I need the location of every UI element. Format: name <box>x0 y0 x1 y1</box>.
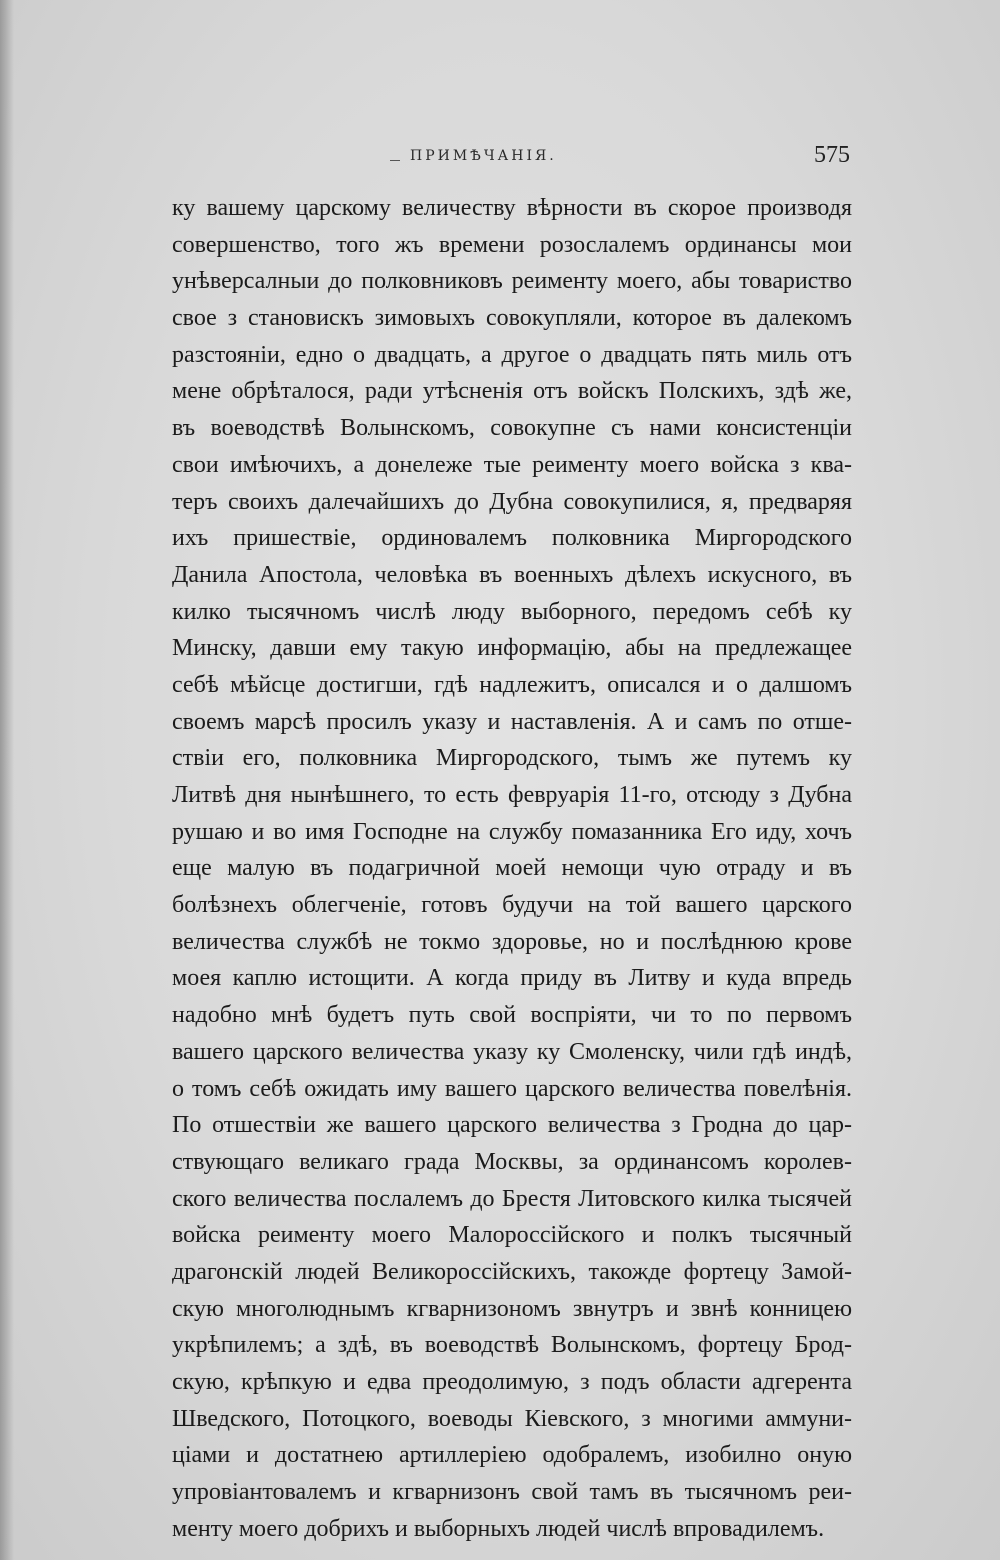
text-line: скую, крѣпкую и едва преодолимую, з подъ области адгерента <box>172 1369 852 1395</box>
text-line: теръ своихъ далечайшихъ до Дубна совокупилися, я, предваряя <box>172 488 852 515</box>
text-line: моея каплю истощити. А когда приду въ Литву и куда впредь <box>172 965 852 992</box>
text-line: совершенство, того жъ времени розослалемъ ординансы мои <box>172 231 852 258</box>
text-line: Шведского, Потоцкого, воеводы Кіевского, з многими аммуни- <box>172 1405 852 1432</box>
text-line: мене обрѣталося, ради утѣсненія отъ войскъ Полскихъ, здѣ же, <box>172 378 852 405</box>
text-line: свои имѣючихъ, а донележе тые реименту моего войска з ква- <box>172 451 852 478</box>
page-gutter-shadow <box>0 0 14 1560</box>
text-line: надобно мнѣ будетъ путь свой воспріяти, чи то по первомъ <box>172 1002 852 1029</box>
text-line: ціами и достатнею артиллеріею одобралемъ, изобилно оную <box>172 1442 852 1469</box>
text-line: рушаю и во имя Господне на службу помазанника Его иду, хочъ <box>172 818 852 845</box>
text-line: унѣверсалныи до полковниковъ реименту моего, абы товариство <box>172 268 852 295</box>
running-head <box>172 144 852 174</box>
text-line: болѣзнехъ облегченіе, готовъ будучи на той вашего царского <box>172 892 852 919</box>
text-line: ского величества послалемъ до Брестя Литовского килка тысячей <box>172 1185 852 1212</box>
text-line: еще малую въ подагричной моей немощи чую отраду и въ <box>172 855 852 882</box>
text-line: вашего царского величества указу ку Смоленску, чили гдѣ индѣ, <box>172 1038 852 1065</box>
text-line: драгонскій людей Великороссійскихъ, такожде фортецу Замой- <box>172 1258 852 1285</box>
text-line: Данила Апостола, человѣка въ военныхъ дѣлехъ искусного, въ <box>172 561 852 588</box>
text-line: величества службѣ не токмо здоровье, но и послѣднюю крове <box>172 928 852 955</box>
text-line: ку вашему царскому величеству вѣрности въ скорое производя <box>172 195 852 221</box>
running-title: ПРИМѢЧАНІЯ. <box>410 148 557 164</box>
text-line: войска реименту моего Малороссійского и полкъ тысячный <box>172 1222 852 1249</box>
text-line: упровіантовалемъ и кгварнизонъ свой тамъ въ тысячномъ реи- <box>172 1479 852 1506</box>
text-line: Литвѣ дня нынѣшнего, то есть февруарія 11-го, отсюду з Дубна <box>172 782 852 808</box>
text-line: скую многолюднымъ кгварнизономъ звнутръ и звнѣ конницею <box>172 1295 852 1322</box>
text-line: разстояніи, едно о двадцать, а другое о двадцать пять миль отъ <box>172 341 852 368</box>
text-line: укрѣпилемъ; а здѣ, въ воеводствѣ Волынскомъ, фортецу Брод- <box>172 1332 852 1359</box>
page-number: 575 <box>814 142 850 168</box>
ornamental-dash <box>390 160 400 161</box>
text-line: своемъ марсѣ просилъ указу и наставленія. А и самъ по отше- <box>172 708 852 735</box>
text-line: Минску, давши ему такую информацію, абы на предлежащее <box>172 635 852 662</box>
text-line: ствующаго великаго града Москвы, за ординансомъ королев- <box>172 1148 852 1175</box>
text-line: менту моего добрихъ и выборныхъ людей числѣ впровадилемъ. <box>172 1515 825 1542</box>
text-line: въ воеводствѣ Волынскомъ, совокупне съ нами консистенціи <box>172 415 852 442</box>
text-line: килко тысячномъ числѣ люду выборного, передомъ себѣ ку <box>172 598 852 625</box>
text-line: о томъ себѣ ожидать иму вашего царского величества повелѣнія. <box>172 1075 852 1102</box>
text-line: себѣ мѣйсце достигши, гдѣ надлежитъ, описался и о далшомъ <box>172 671 852 698</box>
text-line: По отшествіи же вашего царского величества з Гродна до цар- <box>172 1112 852 1139</box>
body-text <box>172 190 852 1547</box>
text-line: ствіи его, полковника Миргородского, тымъ же путемъ ку <box>172 745 852 772</box>
text-line: свое з становискъ зимовыхъ совокупляли, которое въ далекомъ <box>172 305 852 332</box>
text-line: ихъ пришествіе, ординовалемъ полковника Миргородского <box>172 525 852 552</box>
